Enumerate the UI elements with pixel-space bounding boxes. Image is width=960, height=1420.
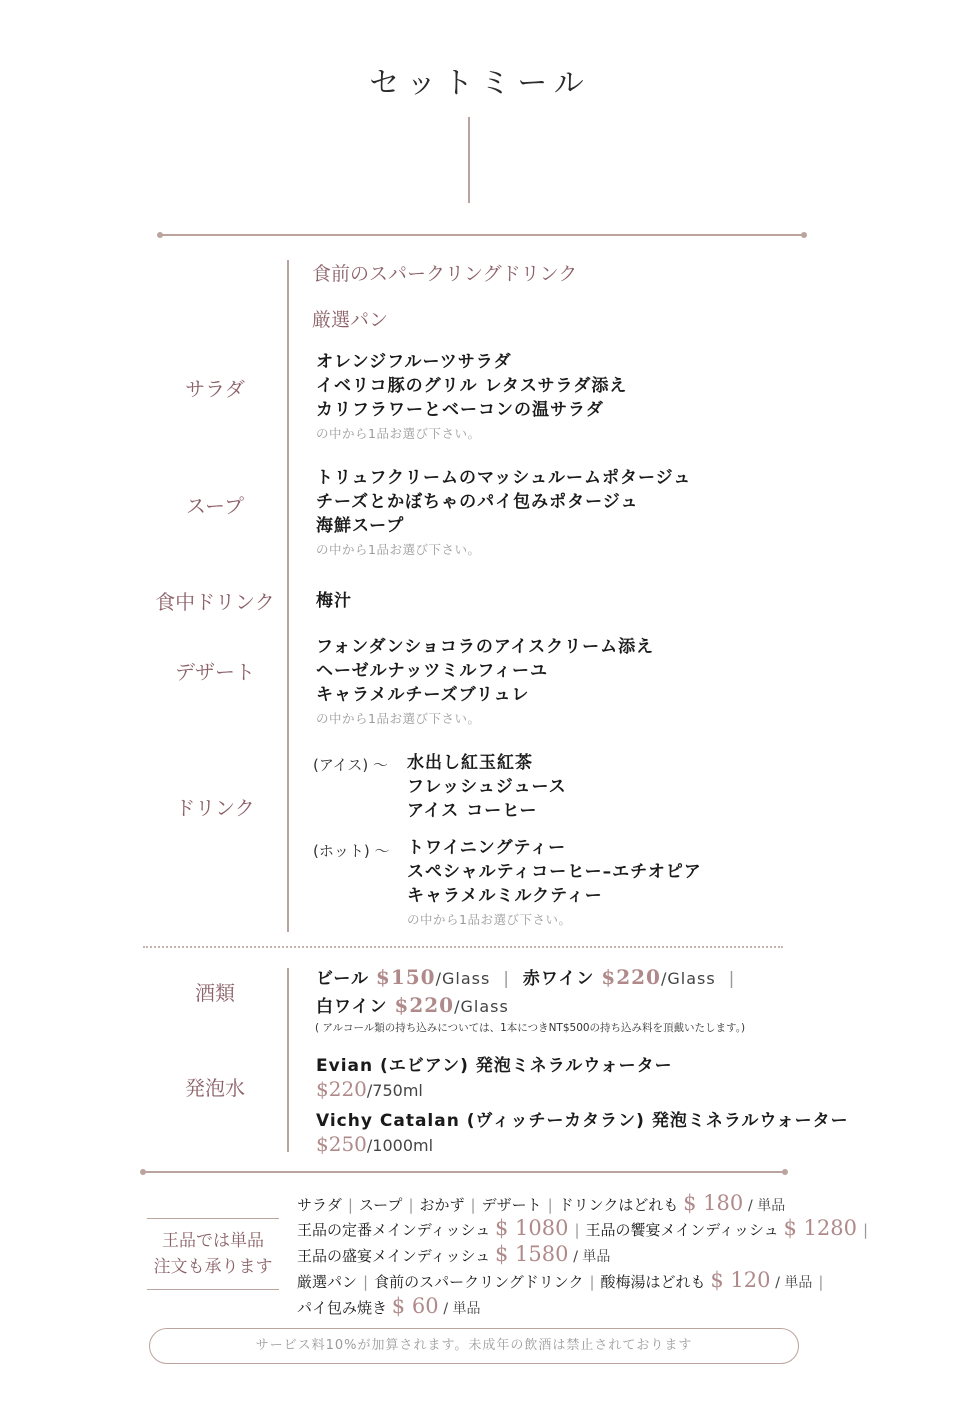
alcohol-row-2 — [316, 993, 509, 1019]
a-la-carte-label-line-2: 注文も承ります — [153, 1257, 273, 1277]
white-wine-unit: /Glass — [454, 997, 509, 1016]
item-main-grand: 王品の盛宴メインディッシュ — [297, 1247, 491, 1265]
item-side: おかず — [419, 1196, 465, 1214]
price-60: $ 60 — [391, 1294, 439, 1318]
a-la-carte-row-2 — [297, 1215, 874, 1243]
bread-label: 厳選パン — [312, 309, 389, 331]
item-soup: スープ — [358, 1196, 403, 1214]
category-dessert: デザート — [175, 660, 255, 684]
list-item: トリュフクリームのマッシュルームポタージュ — [316, 468, 692, 488]
list-item: 水出し紅玉紅茶 — [407, 753, 533, 773]
evian-price: $220 — [316, 1077, 367, 1101]
alcohol-row-1 — [316, 965, 741, 991]
a-la-carte-label-line-1: 王品では単品 — [162, 1231, 264, 1251]
white-wine-price: $220 — [394, 993, 455, 1017]
separator: | — [863, 1221, 869, 1239]
soup-note: の中から1品お選び下さい。 — [316, 542, 481, 557]
beer-unit: /Glass — [435, 969, 491, 988]
evian-price-row — [316, 1077, 423, 1101]
separator: | — [363, 1273, 369, 1291]
category-salad: サラダ — [185, 377, 245, 401]
vichy-unit: /1000ml — [366, 1136, 434, 1155]
item-main-standard: 王品の定番メインディッシュ — [297, 1221, 491, 1239]
category-alcohol: 酒類 — [195, 981, 235, 1005]
price-120: $ 120 — [710, 1268, 771, 1292]
item-salad: サラダ — [297, 1196, 342, 1214]
unit-label: / 単品 — [775, 1275, 813, 1291]
meal-drink-item: 梅汁 — [316, 591, 352, 611]
drink-note: の中から1品お選び下さい。 — [407, 912, 572, 927]
a-la-carte-label — [147, 1228, 279, 1280]
list-item: ヘーゼルナッツミルフィーユ — [316, 661, 548, 681]
beer-price: $150 — [375, 965, 436, 989]
unit-label: / 単品 — [573, 1249, 611, 1265]
list-item: イベリコ豚のグリル レタスサラダ添え — [316, 376, 628, 396]
separator: | — [470, 1196, 476, 1214]
dessert-list — [316, 635, 654, 727]
salad-list — [316, 350, 627, 442]
hot-drinks-label: (ホット) ～ — [313, 842, 390, 860]
salad-note: の中から1品お選び下さい。 — [316, 426, 481, 441]
evian-label: Evian (エビアン) 発泡ミネラルウォーター — [316, 1056, 673, 1076]
item-sparkling: 食前のスパークリングドリンク — [374, 1273, 584, 1291]
category-meal-drink: 食中ドリンク — [155, 590, 275, 614]
footer-notice: サービス料10%が加算されます。未成年の飲酒は禁止されております — [149, 1328, 799, 1364]
dotted-divider — [143, 946, 783, 948]
page-title: セットミール — [369, 66, 591, 101]
list-item: カリフラワーとベーコンの温サラダ — [316, 400, 604, 420]
separator: | — [408, 1196, 414, 1214]
price-1280: $ 1280 — [783, 1216, 857, 1240]
separator: | — [589, 1273, 595, 1291]
list-item: フレッシュジュース — [407, 777, 567, 797]
separator: | — [547, 1196, 553, 1214]
vichy-price-row — [316, 1132, 433, 1156]
red-wine-unit: /Glass — [660, 969, 716, 988]
sparkling-drink-label: 食前のスパークリングドリンク — [312, 263, 578, 285]
white-wine-label: 白ワイン — [316, 997, 388, 1017]
vichy-price: $250 — [316, 1132, 367, 1156]
red-wine-price: $220 — [601, 965, 661, 989]
item-main-feast: 王品の饗宴メインディッシュ — [585, 1221, 779, 1239]
alcohol-note: ( アルコール類の持ち込みについては、1本につきNT$500の持ち込み料を頂戴いたします。) — [315, 1022, 746, 1034]
separator: | — [574, 1221, 580, 1239]
unit-label: / 単品 — [748, 1198, 786, 1214]
list-item: キャラメルチーズブリュレ — [316, 685, 530, 705]
a-la-carte-row-5 — [297, 1293, 481, 1322]
price-1080: $ 1080 — [494, 1216, 569, 1240]
beverage-column-line — [287, 968, 289, 1152]
ice-drinks-label: (アイス) ～ — [313, 756, 388, 774]
separator: | — [347, 1196, 353, 1214]
item-drinks: ドリンクはどれも — [558, 1196, 679, 1214]
separator: | — [503, 969, 510, 989]
item-pie: パイ包み焼き — [297, 1299, 388, 1317]
bottom-rule — [143, 1171, 785, 1173]
list-item: チーズとかぼちゃのパイ包みポタージュ — [316, 492, 639, 512]
a-la-carte-row-4 — [297, 1267, 829, 1296]
item-plum-drink: 酸梅湯はどれも — [600, 1273, 706, 1291]
category-drink: ドリンク — [175, 796, 255, 820]
title-divider — [468, 117, 470, 203]
vichy-label: Vichy Catalan (ヴィッチーカタラン) 発泡ミネラルウォーター — [316, 1111, 849, 1131]
evian-unit: /750ml — [366, 1081, 423, 1100]
dessert-note: の中から1品お選び下さい。 — [316, 711, 481, 726]
list-item: 海鮮スープ — [316, 516, 405, 536]
beer-label: ビール — [316, 969, 369, 989]
list-item: アイス コーヒー — [407, 801, 538, 821]
category-sparkling-water: 発泡水 — [185, 1076, 245, 1100]
hot-drinks-list — [407, 836, 702, 928]
list-item: フォンダンショコラのアイスクリーム添え — [316, 637, 655, 657]
separator: | — [728, 969, 736, 989]
list-item: トワイニングティー — [407, 838, 567, 858]
top-rule — [160, 234, 804, 236]
item-dessert: デザート — [481, 1196, 542, 1214]
list-item: スペシャルティコーヒー–エチオピア — [407, 862, 702, 882]
unit-label: / 単品 — [443, 1301, 481, 1317]
soup-list — [316, 466, 691, 558]
price-180: $ 180 — [683, 1191, 744, 1215]
red-wine-label: 赤ワイン — [522, 969, 595, 989]
list-item: オレンジフルーツサラダ — [316, 352, 512, 372]
ice-drinks-list — [407, 751, 567, 823]
a-la-carte-row-3 — [297, 1241, 610, 1270]
list-item: キャラメルミルクティー — [407, 886, 603, 906]
price-1580: $ 1580 — [494, 1242, 569, 1266]
item-bread: 厳選パン — [297, 1273, 358, 1291]
separator: | — [818, 1273, 824, 1291]
category-soup: スープ — [186, 494, 244, 518]
